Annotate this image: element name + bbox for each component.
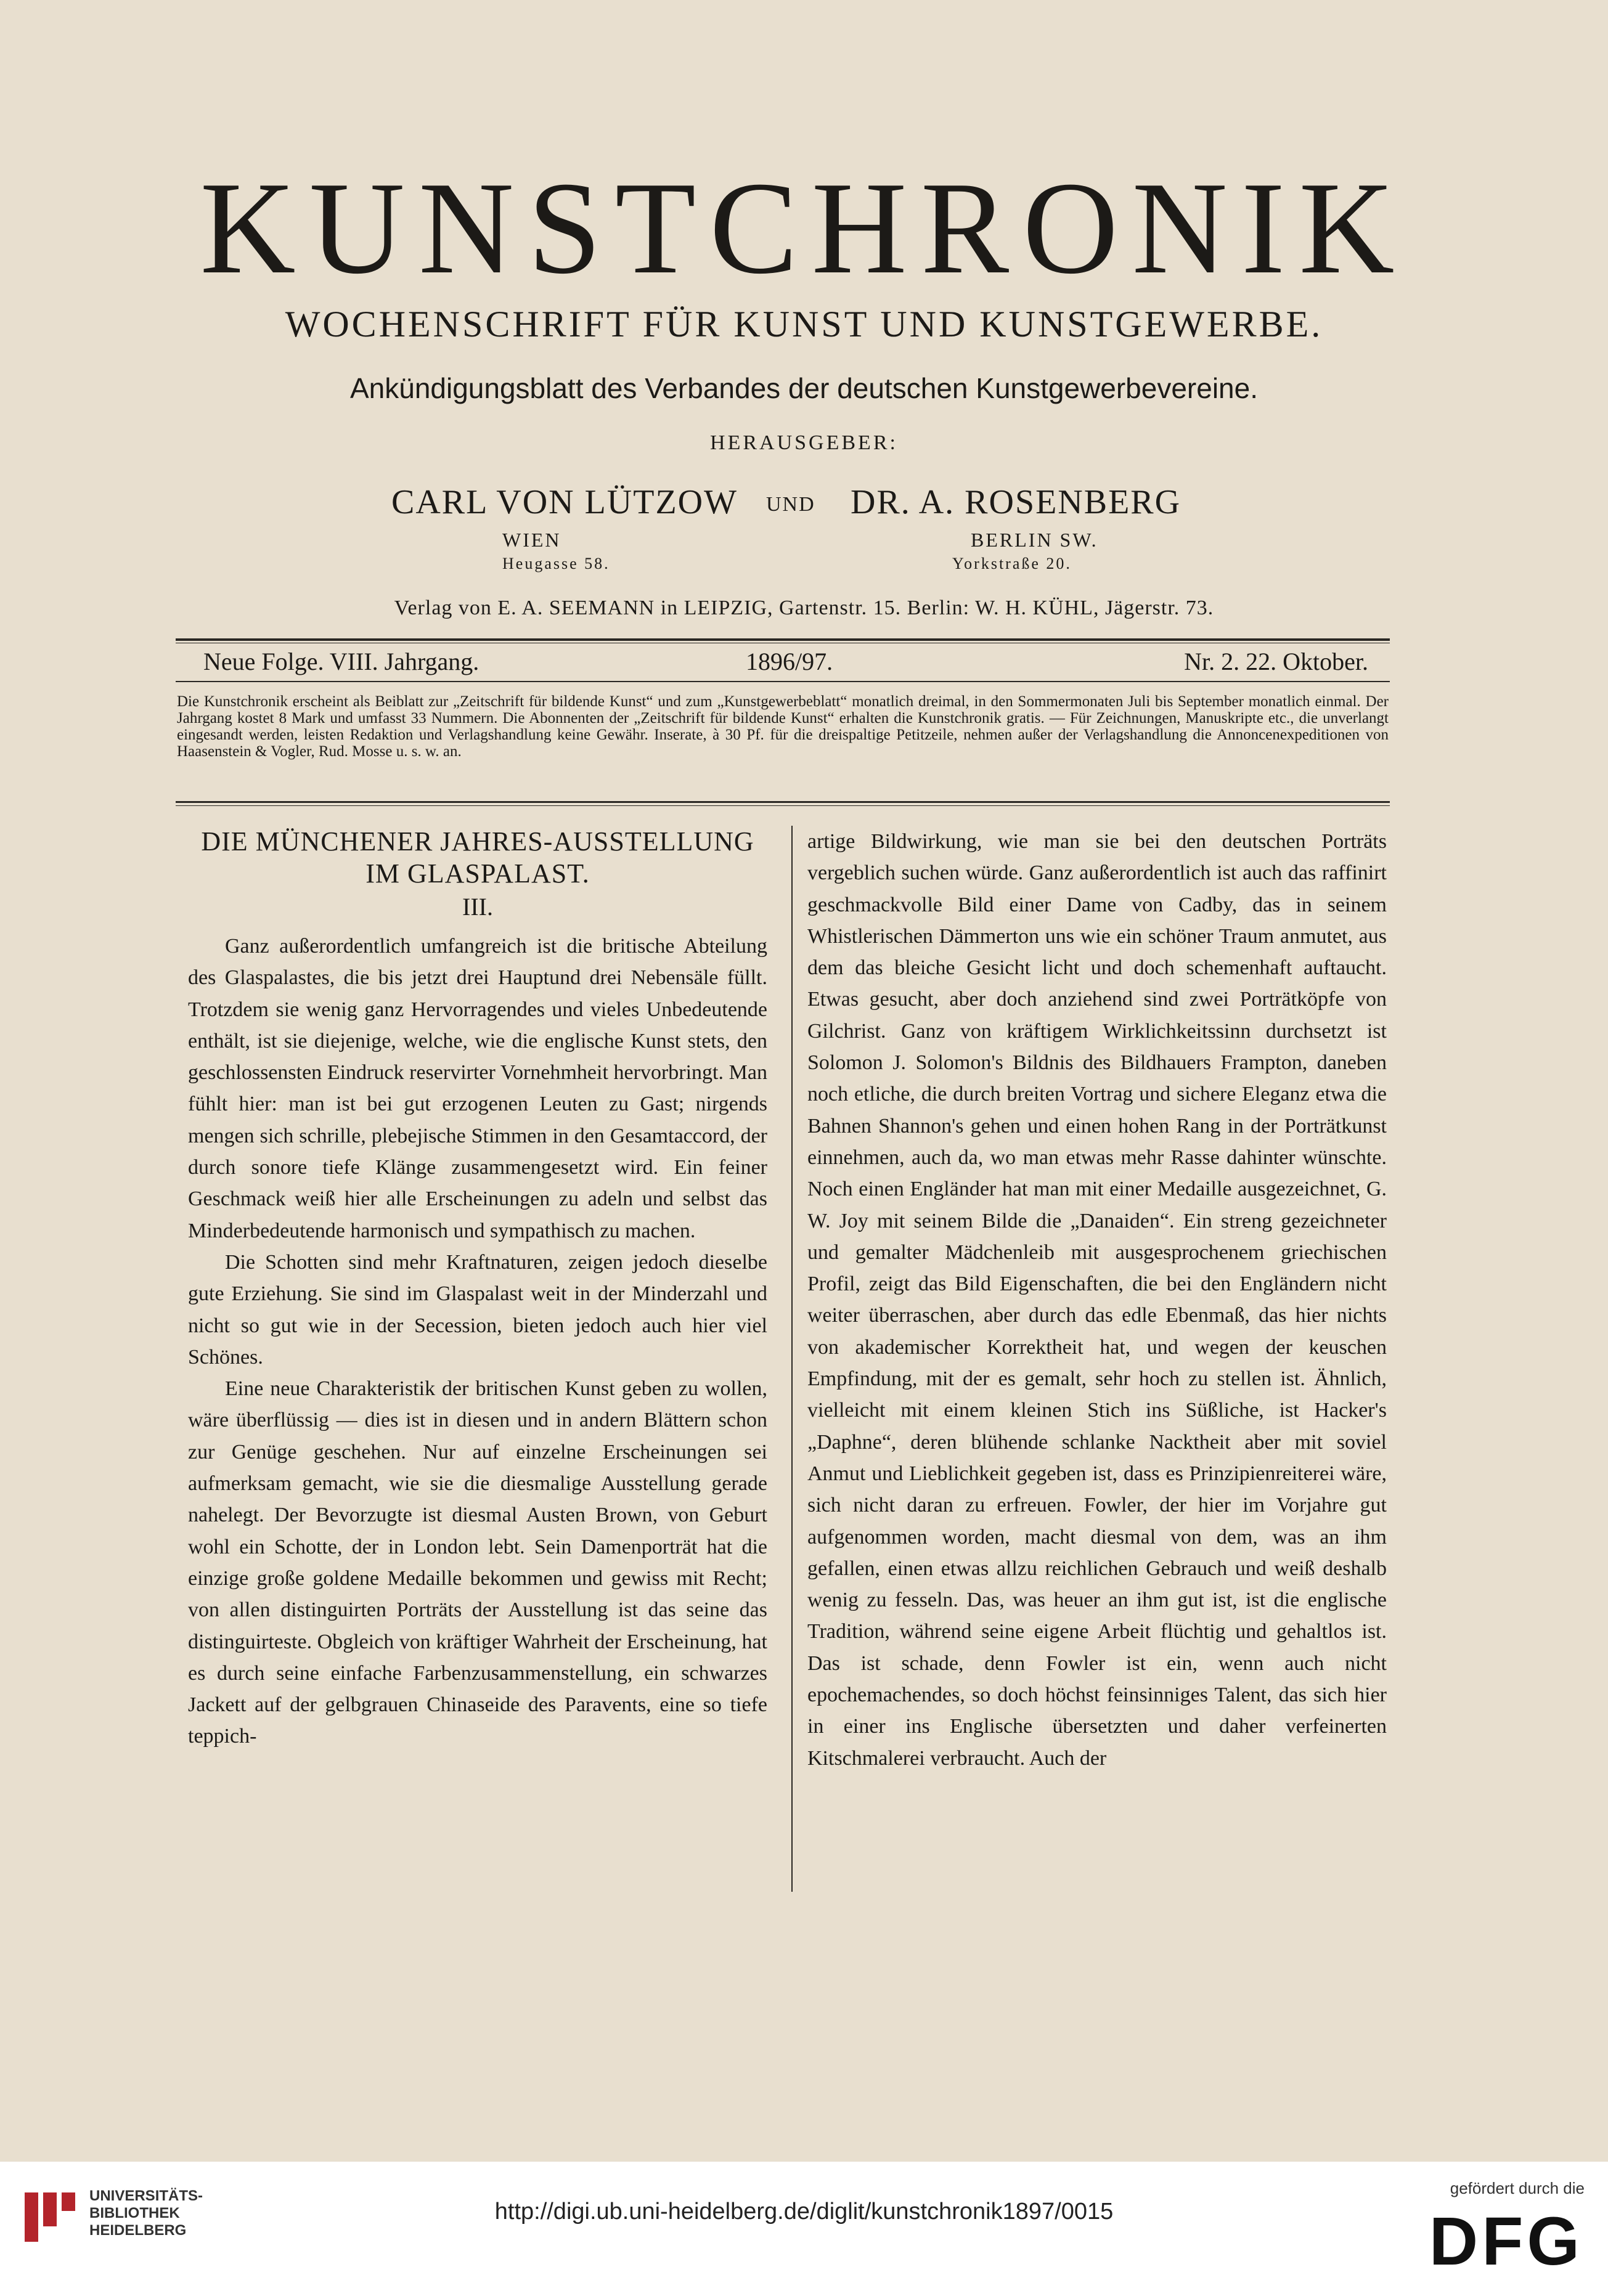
- article-paragraph: Ganz außerordentlich umfangreich ist die britische Abteilung des Glaspalastes, die bis jetzt drei Hauptund drei Nebensäle füllt. Trotzdem sie wenig ganz Hervorragendes und vieles Unbedeutende enthält, ist sie diejenige, welche, wie die englische Kunst stets, den geschlossensten Eindruck reservirter Vornehmheit hervorbringt. Man fühlt hier: man ist bei gut erzogenen Leuten zu Gast; nirgends mengen sich schrille, plebejische Stimmen in den Gesamtaccord, der durch sonore tiefe Klänge zusammengesetzt wird. Ein feiner Geschmack weiß hier alle Erscheinungen zu adeln und selbst das Minderbedeutende harmonisch und sympathisch zu machen.: [188, 935, 767, 1242]
- article-title: DIE MÜNCHENER JAHRES-AUSSTELLUNG IM GLASPALAST.: [201, 826, 754, 889]
- issue-number: Nr. 2. 22. Oktober.: [1184, 648, 1368, 675]
- article-paragraph: Die Schotten sind mehr Kraftnaturen, zeigen jedoch dieselbe gute Erziehung. Sie sind im Glaspalast weit in der Minderzahl und nicht so gut wie in der Secession, bieten jedoch auch hier viel Schönes.: [188, 1250, 767, 1369]
- library-name-line: HEIDELBERG: [89, 2222, 187, 2239]
- rule-notice-bottom: [176, 801, 1390, 803]
- footer-bar: [0, 2162, 1608, 2296]
- library-name-line: UNIVERSITÄTS-: [89, 2188, 203, 2204]
- article-paragraph: Eine neue Charakteristik der britischen Kunst geben zu wollen, wäre überflüssig — dies ist in diesen und in andern Blättern schon zur Genüge geschehen. Nur auf einzelne Erscheinungen sei aufmerksam gemacht, wie sie die diesmalige Ausstellung gerade nahelegt. Der Bevorzugte ist diesmal Austen Brown, von Geburt wohl ein Schotte, der in London lebt. Sein Damenporträt hat die einzige große goldene Medaille bekommen und gewiss mit Recht; von allen distinguirten Porträts der Ausstellung ist das seine das distinguirteste. Obgleich von kräftiger Wahrheit der Erscheinung, hat es durch seine einfache Farbenzusammenstellung, ein schwarzes Jackett auf der gelbgrauen Chinaseide des Paravents, eine so tiefe teppich-: [188, 1377, 767, 1748]
- rule-top-thick: [176, 638, 1390, 641]
- editor1-name: CARL VON LÜTZOW: [391, 483, 738, 521]
- editor2-city: BERLIN SW.: [971, 529, 1098, 551]
- masthead-subtitle: WOCHENSCHRIFT FÜR KUNST UND KUNSTGEWERBE.: [285, 304, 1323, 344]
- editor2-name: DR. A. ROSENBERG: [851, 483, 1182, 521]
- editor1-street: Heugasse 58.: [502, 555, 610, 572]
- editors-label: HERAUSGEBER:: [710, 431, 898, 454]
- subscription-notice: [177, 693, 1389, 760]
- issue-years: 1896/97.: [746, 648, 833, 675]
- dfg-logo: DFG: [1429, 2204, 1583, 2279]
- source-url-link[interactable]: http://digi.ub.uni-heidelberg.de/diglit/kunstchronik1897/0015: [494, 2199, 1114, 2225]
- announcement-line: Ankündigungsblatt des Verbandes der deutschen Kunstgewerbevereine.: [349, 372, 1259, 404]
- rule-notice-bottom-thin: [176, 805, 1390, 806]
- editor-conjunction: UND: [766, 493, 815, 516]
- notice-text: Die Kunstchronik erscheint als Beiblatt zur „Zeitschrift für bildende Kunst“ und zum „Kunstgewerbeblatt“ monatlich dreimal, in den Sommermonaten Juli bis September monatlich einmal. Der Jahrgang kostet 8 Mark und umfasst 33 Nummern. Die Abonnenten der „Zeitschrift für bildende Kunst“ erhalten die Kunstchronik gratis. — Für Zeichnungen, Manuskripte etc., die unverlangt eingesandt werden, leisten Redaktion und Verlagshandlung keine Gewähr. Inserate, à 30 Pf. für die dreispaltige Petitzeile, nehmen außer der Verlagshandlung die Annoncenexpeditionen von Haasenstein & Vogler, Rud. Mosse u. s. w. an.: [177, 693, 1389, 760]
- issue-series: Neue Folge. VIII. Jahrgang.: [203, 648, 480, 675]
- issue-bar: [179, 647, 1387, 678]
- rule-issue-bottom: [176, 681, 1390, 682]
- editor1-city: WIEN: [502, 529, 561, 551]
- article-part: III.: [462, 893, 493, 921]
- column-divider: [791, 826, 793, 1892]
- editor2-street: Yorkstraße 20.: [952, 555, 1072, 572]
- library-name-line: BIBLIOTHEK: [89, 2205, 180, 2221]
- article-column-right: [807, 826, 1387, 1774]
- article-column-left: [188, 826, 767, 1753]
- article-paragraph: artige Bildwirkung, wie man sie bei den deutschen Porträts vergeblich suchen würde. Ganz außerordentlich ist auch das raffinirt geschmackvolle Bild einer Dame von Cadby, das in seinem Whistlerischen Dämmerton uns wie ein schöner Traum anmutet, aus dem das bleiche Gesicht licht und doch schemenhaft auftaucht. Etwas gesucht, aber doch anziehend sind zwei Porträtköpfe von Gilchrist. Ganz von kräftigem Wirklichkeitssinn durchsetzt ist Solomon J. Solomon's Bildnis des Bildhauers Frampton, daneben noch etliche, die durch breiten Vortrag und sichere Eleganz etwa die Bahnen Shannon's gehen und einen hohen Rang in der Porträtkunst einnehmen, auch da, wo man etwas mehr Rasse dahinter wünschte. Noch einen Engländer hat man mit einer Medaille ausgezeichnet, G. W. Joy mit seinem Bilde die „Danaiden“. Ein streng gezeichneter und gemalter Mädchenleib mit ausgesprochenem griechischen Profil, zeigt das Bild Eigenschaften, die bei den Engländern nicht weiter überraschen, aber durch das edle Ebenmaß, das hier nichts von akademischer Korrektheit hat, und wegen der keuschen Empfindung, mit der es gemalt, sehr hoch zu stellen ist. Ähnlich, vielleicht mit einem kleinen Stich ins Süßliche, ist Hacker's „Daphne“, deren blühende schlanke Nacktheit aber mit soviel Anmut und Lieblichkeit gegeben ist, dass es Prinzipienreiterei wäre, sich nicht daran zu erfreuen. Fowler, der hier im Vorjahre gut aufgenommen worden, macht diesmal von dem, was an ihm gefallen, einen etwas allzu reichlichen Gebrauch und weiß deshalb wenig zu fesseln. Das, was heuer an ihm gut ist, ist die englische Tradition, während seine eigene Arbeit flüchtig und gehaltlos ist. Das ist schade, denn Fowler ist ein, wenn auch nicht epochemachendes, so doch höchst feinsinniges Talent, das sich hier in einer ins Englische übersetzten und daher verfeinerten Kitschmalerei verbraucht. Auch der: [807, 830, 1387, 1770]
- publisher-line: Verlag von E. A. SEEMANN in LEIPZIG, Gartenstr. 15. Berlin: W. H. KÜHL, Jägerstr. 73.: [394, 596, 1214, 619]
- masthead-title: KUNSTCHRONIK: [200, 154, 1408, 301]
- funded-by-text: gefördert durch die: [1450, 2179, 1585, 2197]
